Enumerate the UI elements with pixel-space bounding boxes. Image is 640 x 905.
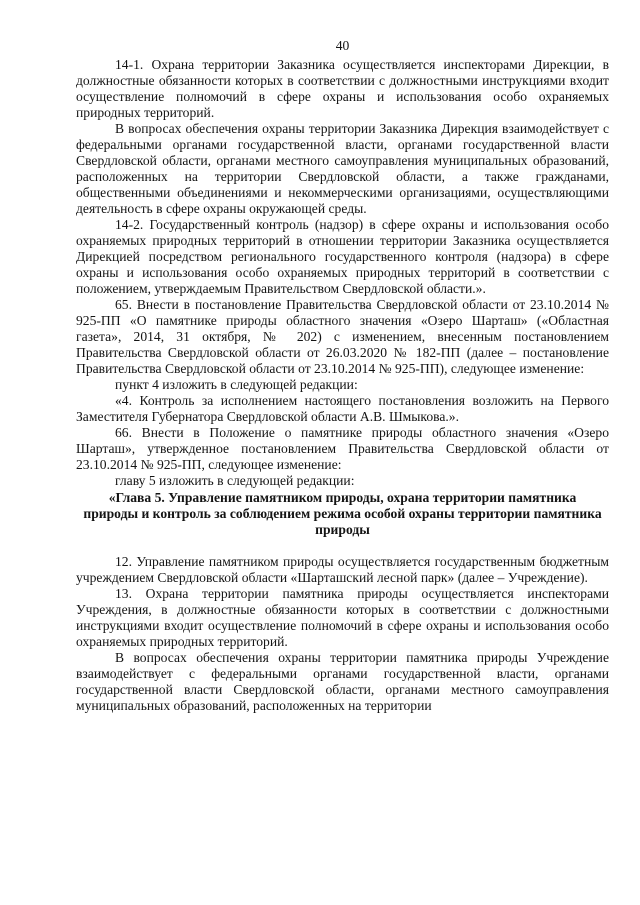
paragraph-14-1: 14-1. Охрана территории Заказника осуществляется инспекторами Дирекции, в должностные обязанности которых в соответствии с должностными инструкциями входит осуществление полномочий в сфере охраны и использования особо охраняемых природных территорий. — [76, 57, 609, 120]
paragraph-14-2: 14-2. Государственный контроль (надзор) в сфере охраны и использования особо охраняемых природных территорий в отношении территории Заказника осуществляется Дирекцией посредством регионального государственного контроля (надзора) в сфере охраны и использования особо охраняемых природных территорий в соответствии с положением, утверждаемым Правительством Свердловской области.». — [76, 217, 609, 296]
paragraph-65: 65. Внести в постановление Правительства Свердловской области от 23.10.2014 № 925-ПП «О памятнике природы областного значения «Озеро Шарташ» («Областная газета», 2014, 31 октября, № 202) с изменением, внесенным постановлением Правительства Свердловской области от 26.03.2020 № 182-ПП (далее – постановление Правительства Свердловской области от 23.10.2014 № 925-ПП), следующее изменение: — [76, 297, 609, 376]
paragraph-interaction-monument: В вопросах обеспечения охраны территории памятника природы Учреждение взаимодействует с федеральными органами государственной власти, органами государственной власти Свердловской области, органами местного самоуправления муниципальных образований, расположенных на территории — [76, 650, 609, 713]
paragraph-12: 12. Управление памятником природы осуществляется государственным бюджетным учреждением Свердловской области «Шарташский лесной парк» (далее – Учреждение). — [76, 554, 609, 585]
chapter-heading: «Глава 5. Управление памятником природы, охрана территории памятника природы и контроль за соблюдением режима особой охраны территории памятника природы — [83, 490, 602, 537]
section-spacer — [76, 538, 609, 554]
paragraph-interaction-reserve: В вопросах обеспечения охраны территории Заказника Дирекция взаимодействует с федеральными органами государственной власти, органами государственной власти Свердловской области, органами местного самоуправления муниципальных образований, расположенных на территории Свердловской области, а также гражданами, общественными объединениями и некоммерческими организациями, осуществляющими деятельность в сфере охраны окружающей среды. — [76, 121, 609, 216]
page-number: 40 — [335, 38, 350, 53]
paragraph-66: 66. Внести в Положение о памятнике природы областного значения «Озеро Шарташ», утвержденное постановлением Правительства Свердловской области от 23.10.2014 № 925-ПП, следующее изменение: — [76, 425, 609, 472]
paragraph-chapter-5-intro: главу 5 изложить в следующей редакции: — [115, 473, 355, 488]
paragraph-point-4-intro: пункт 4 изложить в следующей редакции: — [115, 377, 358, 392]
paragraph-point-4-text: «4. Контроль за исполнением настоящего постановления возложить на Первого Заместителя Губернатора Свердловской области А.В. Шмыкова.». — [76, 393, 609, 424]
paragraph-13: 13. Охрана территории памятника природы осуществляется инспекторами Учреждения, в должностные обязанности которых в соответствии с должностными инструкциями входит осуществление полномочий в сфере охраны и использования особо охраняемых природных территорий. — [76, 586, 609, 649]
